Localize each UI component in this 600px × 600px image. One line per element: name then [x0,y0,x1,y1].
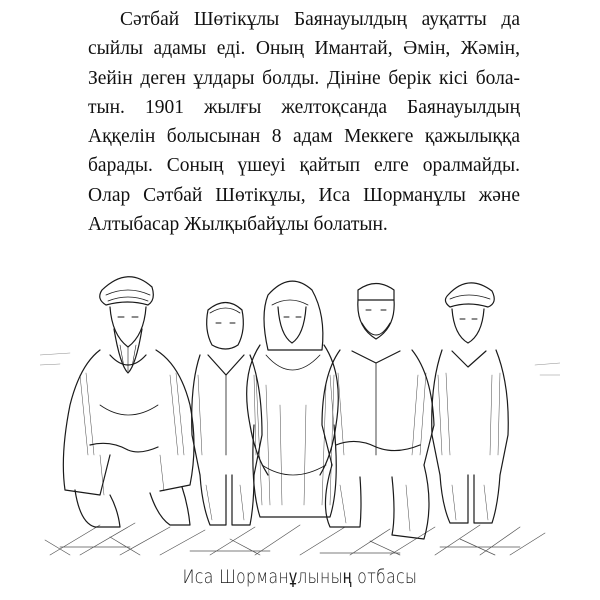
background-strokes [40,353,560,375]
body-paragraph [88,5,520,239]
paragraph-line: Сәтбай Шөтікұлы Баянауылдың ауқатты да [120,9,520,30]
family-portrait-illustration [40,255,560,560]
figure-elder-turban [63,277,194,527]
figure-young-boy [192,303,262,526]
paragraph-line: сыйлы адамы еді. Оның Имантай, Әмін, Жәмін, [88,38,520,60]
ground-hatching [45,523,545,555]
figure-child-turban [432,283,509,523]
paragraph-line: Олар Сәтбай Шөтікұлы, Иса Шорманұлы және [88,184,520,206]
paragraph-line: Алтыбасар Жылқыбайұлы болатын. [88,214,388,236]
paragraph-line: Зейін деген ұлдары болды. Дініне берік кісі бола- [88,67,520,89]
figure-bearded-man [322,284,434,540]
paragraph-line: барады. Соның үшеуі қайтып елге оралмайды. [88,155,520,177]
paragraph-line: Аққелін болысынан 8 адам Меккеге қажылыққа [88,126,520,148]
illustration-caption: Иса Шорманұлының отбасы [182,566,418,588]
paragraph-line: тын. 1901 жылғы желтоқсанда Баянауылдың [88,96,520,118]
